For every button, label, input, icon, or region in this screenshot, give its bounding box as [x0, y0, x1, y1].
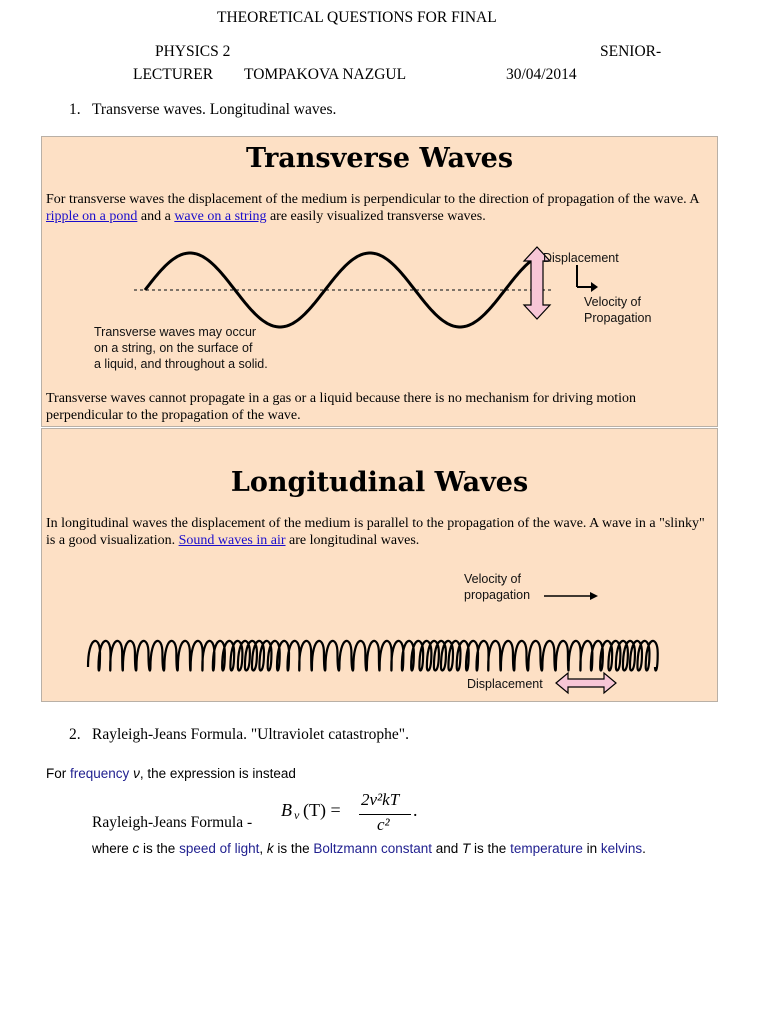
- where-b: is the: [139, 841, 180, 856]
- rj-intro-a: For: [46, 766, 71, 781]
- question-1-number: 1.: [69, 101, 81, 118]
- transverse-note-line-2: on a string, on the surface of: [94, 341, 253, 355]
- transverse-intro-c: are easily visualized transverse waves.: [266, 209, 486, 224]
- slinky-figure: [42, 579, 717, 699]
- transverse-note-line-1: Transverse waves may occur: [94, 325, 257, 339]
- speed-of-light-link[interactable]: speed of light: [179, 841, 260, 856]
- longitudinal-velocity-label-1: Velocity of: [464, 572, 521, 586]
- frequency-link[interactable]: frequency: [70, 766, 130, 781]
- rj-formula-label: Rayleigh-Jeans Formula -: [92, 814, 253, 831]
- transverse-displacement-label: Displacement: [543, 251, 619, 265]
- where-a: where: [92, 841, 133, 856]
- where-d: is the: [273, 841, 314, 856]
- var-T: T: [462, 841, 471, 856]
- formula-end: .: [413, 800, 418, 820]
- transverse-intro-b: and a: [137, 209, 175, 224]
- where-c: ,: [259, 841, 267, 856]
- longitudinal-velocity-label-2: propagation: [464, 588, 531, 602]
- sound-waves-in-air-link[interactable]: Sound waves in air: [178, 533, 286, 548]
- transverse-waves-title: Transverse Waves: [245, 143, 514, 174]
- ripple-on-a-pond-link[interactable]: ripple on a pond: [46, 209, 138, 224]
- var-c: c: [132, 841, 140, 856]
- longitudinal-intro-text: [46, 515, 714, 549]
- course-name: PHYSICS 2: [155, 43, 231, 60]
- rj-intro-nu: ν: [129, 766, 140, 781]
- where-e: and: [432, 841, 463, 856]
- transverse-intro-a: For transverse waves the displacement of the medium is perpendicular to the direction of propagation of the wave. A: [46, 192, 699, 207]
- lecturer-rank-part2: LECTURER: [133, 66, 214, 83]
- where-h: .: [642, 841, 646, 856]
- transverse-velocity-label-2: Propagation: [584, 311, 652, 325]
- velocity-indicator-arrowhead: [591, 282, 598, 292]
- longitudinal-velocity-arrowhead: [590, 592, 598, 600]
- document-date: 30/04/2014: [506, 66, 577, 83]
- rj-intro-text: [46, 766, 296, 781]
- longitudinal-waves-title: Longitudinal Waves: [230, 467, 529, 498]
- lecturer-rank-part1: SENIOR-: [600, 43, 662, 60]
- document-title: THEORETICAL QUESTIONS FOR FINAL: [217, 9, 497, 26]
- transverse-intro-text: [46, 191, 714, 225]
- longitudinal-intro-a: In longitudinal waves the displacement of the medium is parallel to the propagation of the wave. A wave in a "slinky" is a good visualization.: [46, 516, 705, 548]
- rj-where-text: [92, 841, 646, 856]
- transverse-conclusion-text: Transverse waves cannot propagate in a gas or a liquid because there is no mechanism for driving motion perpendicular to the propagation of the wave.: [46, 391, 637, 423]
- formula-subscript: ν: [294, 808, 300, 822]
- longitudinal-intro-b: are longitudinal waves.: [285, 533, 420, 548]
- formula-arg: (T) =: [303, 800, 341, 820]
- question-2-number: 2.: [69, 726, 81, 743]
- longitudinal-waves-panel: [41, 428, 718, 702]
- transverse-note-line-3: a liquid, and throughout a solid.: [94, 357, 268, 371]
- kelvins-link[interactable]: kelvins: [600, 841, 643, 856]
- boltzmann-constant-link[interactable]: Boltzmann constant: [313, 841, 432, 856]
- slinky-coil: [88, 641, 658, 671]
- rj-intro-b: , the expression is instead: [139, 766, 296, 781]
- where-f: is the: [470, 841, 511, 856]
- where-g: in: [582, 841, 601, 856]
- question-1-text: Transverse waves. Longitudinal waves.: [92, 101, 337, 118]
- longitudinal-displacement-arrow: [556, 673, 616, 693]
- question-2-text: Rayleigh-Jeans Formula. "Ultraviolet catastrophe".: [92, 726, 409, 743]
- longitudinal-displacement-label: Displacement: [467, 677, 543, 691]
- formula-lhs: B: [281, 800, 292, 820]
- temperature-link[interactable]: temperature: [510, 841, 583, 856]
- formula-denominator: c²: [377, 815, 390, 834]
- rj-formula: [281, 792, 431, 838]
- lecturer-name: TOMPAKOVA NAZGUL: [244, 66, 407, 83]
- var-k: k: [266, 841, 274, 856]
- transverse-velocity-label-1: Velocity of: [584, 295, 641, 309]
- formula-numerator: 2ν²kT: [361, 790, 400, 809]
- wave-on-a-string-link[interactable]: wave on a string: [174, 209, 267, 224]
- transverse-waves-panel: [41, 136, 718, 427]
